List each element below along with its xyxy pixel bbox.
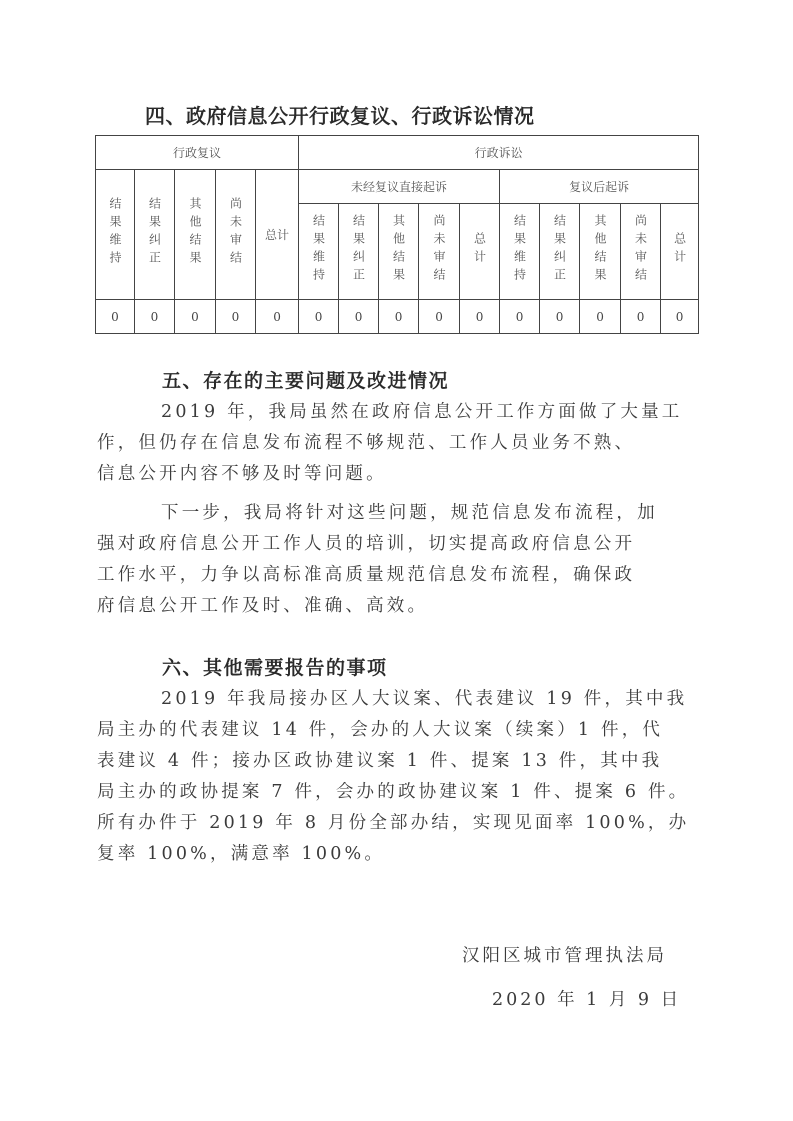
signature-date: 2020 年 1 月 9 日 [492,990,682,1010]
table-cell: 0 [175,300,216,334]
table-cell: 0 [540,300,580,334]
table-cell: 0 [216,300,256,334]
text-line: 所有办件于 2019 年 8 月份全部办结，实现见面率 100%，办 [97,813,690,833]
col-review-0: 结果维持 [96,170,135,300]
text-line: 2019 年，我局虽然在政府信息公开工作方面做了大量工 [161,402,683,422]
table-row [96,300,699,334]
table-cell: 0 [500,300,540,334]
table-cell: 0 [256,300,299,334]
header-suit-after-review: 复议后起诉 [500,170,699,204]
col-direct-1: 结果纠正 [339,204,379,300]
col-after-3: 尚未审结 [621,204,661,300]
table-cell: 0 [96,300,135,334]
text-line: 局主办的政协提案 7 件，会办的政协建议案 1 件、提案 6 件。 [97,782,690,802]
col-after-1: 结果纠正 [540,204,580,300]
section6-paragraph [97,684,697,870]
header-direct-suit: 未经复议直接起诉 [299,170,500,204]
table-cell: 0 [661,300,699,334]
table-cell: 0 [339,300,379,334]
signature-organization: 汉阳区城市管理执法局 [462,946,667,966]
col-after-2: 其他结果 [580,204,621,300]
table-cell: 0 [135,300,175,334]
col-review-3: 尚未审结 [216,170,256,300]
col-direct-4: 总计 [460,204,500,300]
col-direct-2: 其他结果 [379,204,419,300]
text-line: 府信息公开工作及时、准确、高效。 [97,596,429,616]
section6-heading: 六、其他需要报告的事项 [162,657,388,679]
table-cell: 0 [419,300,460,334]
text-line: 信息公开内容不够及时等问题。 [97,464,387,484]
col-direct-0: 结果维持 [299,204,339,300]
col-after-0: 结果维持 [500,204,540,300]
review-litigation-table [95,135,699,334]
table-cell: 0 [460,300,500,334]
col-after-4: 总计 [661,204,699,300]
section5-paragraph-1 [97,397,697,490]
section5-heading: 五、存在的主要问题及改进情况 [162,370,450,392]
text-line: 强对政府信息公开工作人员的培训，切实提高政府信息公开 [97,534,636,554]
table-cell: 0 [621,300,661,334]
text-line: 工作水平，力争以高标准高质量规范信息发布流程，确保政 [97,565,636,585]
table-cell: 0 [580,300,621,334]
section5-paragraph-2 [97,498,697,622]
text-line: 局主办的代表建议 14 件，会办的人大议案（续案）1 件，代 [97,720,664,740]
col-review-2: 其他结果 [175,170,216,300]
col-review-4: 总计 [256,170,299,300]
section4-heading: 四、政府信息公开行政复议、行政诉讼情况 [145,104,535,128]
col-review-1: 结果纠正 [135,170,175,300]
text-line: 表建议 4 件；接办区政协建议案 1 件、提案 13 件，其中我 [97,751,663,771]
text-line: 下一步，我局将针对这些问题，规范信息发布流程，加 [161,503,658,523]
text-line: 复率 100%，满意率 100%。 [97,844,386,864]
table-cell: 0 [299,300,339,334]
text-line: 作，但仍存在信息发布流程不够规范、工作人员业务不熟、 [97,433,636,453]
header-admin-review: 行政复议 [96,136,299,170]
col-direct-3: 尚未审结 [419,204,460,300]
table-cell: 0 [379,300,419,334]
text-line: 2019 年我局接办区人大议案、代表建议 19 件，其中我 [161,689,688,709]
header-admin-litigation: 行政诉讼 [299,136,699,170]
